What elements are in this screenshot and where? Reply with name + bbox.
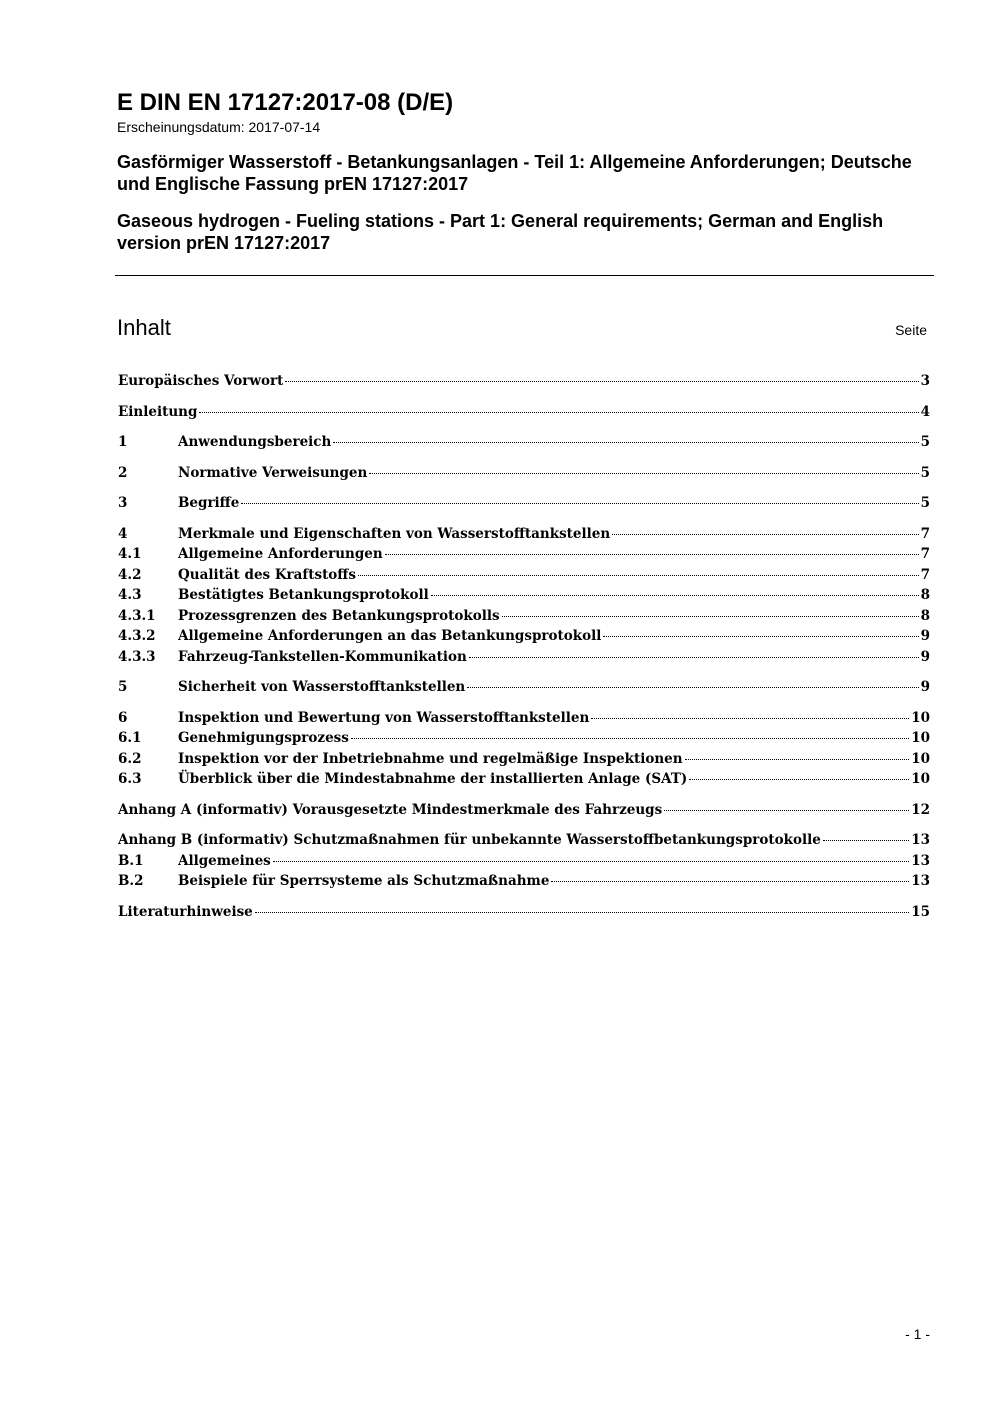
toc-dot-leader xyxy=(551,881,909,882)
toc-entry[interactable] xyxy=(118,728,930,749)
toc-entry-number: 4.3.2 xyxy=(118,628,156,644)
toc-entry-title: Einleitung xyxy=(118,403,198,420)
toc-title: Inhalt xyxy=(117,315,171,340)
toc-entry[interactable] xyxy=(118,371,930,392)
toc-entry[interactable] xyxy=(118,902,930,923)
toc-entry-page: 8 xyxy=(920,587,930,603)
toc-entry-page: 10 xyxy=(911,730,930,746)
toc-entry-page: 5 xyxy=(920,464,930,481)
toc-dot-leader xyxy=(689,779,909,780)
toc-entry[interactable] xyxy=(118,544,930,565)
page-number: - 1 - xyxy=(905,1326,930,1342)
toc-entry-page: 12 xyxy=(911,801,930,818)
toc-entry-title: Allgemeine Anforderungen an das Betankungsprotokoll xyxy=(178,628,602,644)
toc-entry[interactable] xyxy=(118,463,930,484)
toc-dot-leader xyxy=(358,575,919,576)
toc-entry-number: 4.1 xyxy=(118,546,142,562)
toc-dot-leader xyxy=(603,636,918,637)
toc-entry-title: Beispiele für Sperrsysteme als Schutzmaßnahme xyxy=(178,873,550,889)
toc-entry-number: 1 xyxy=(118,434,128,450)
toc-entry-number: 6 xyxy=(118,709,128,726)
toc-entry-page: 4 xyxy=(920,403,930,420)
toc-entry-title: Literaturhinweise xyxy=(118,903,253,920)
toc-entry-title: Anhang A (informativ) Vorausgesetzte Mindestmerkmale des Fahrzeugs xyxy=(118,801,663,818)
toc-entry-title: Qualität des Kraftstoffs xyxy=(178,566,356,583)
toc-dot-leader xyxy=(369,473,918,474)
toc-entry-title: Inspektion vor der Inbetriebnahme und regelmäßige Inspektionen xyxy=(178,750,683,767)
toc-entry-number: 4.3.1 xyxy=(118,607,156,624)
toc-entry-number: B.1 xyxy=(118,852,144,869)
document-header xyxy=(117,88,934,254)
toc-dot-leader xyxy=(199,412,918,413)
toc-entry[interactable] xyxy=(118,677,930,698)
toc-entry-page: 9 xyxy=(920,628,930,644)
toc-dot-leader xyxy=(823,840,909,841)
title-english: Gaseous hydrogen - Fueling stations - Part 1: General requirements; German and English version prEN 17127:2017 xyxy=(117,211,884,253)
toc-entry-number: 4.2 xyxy=(118,566,142,583)
toc-entry-number: 2 xyxy=(118,464,128,481)
toc-entry-title: Genehmigungsprozess xyxy=(178,730,349,746)
toc-header xyxy=(117,314,927,344)
toc-entry-page: 13 xyxy=(911,832,930,848)
toc-entry-number: 4.3 xyxy=(118,587,142,603)
title-german: Gasförmiger Wasserstoff - Betankungsanlagen - Teil 1: Allgemeine Anforderungen; Deutsche und Englische Fassung prEN 17127:2017 xyxy=(117,152,912,194)
toc-entry-title: Überblick über die Mindestabnahme der installierten Anlage (SAT) xyxy=(178,771,688,787)
header-divider xyxy=(115,275,934,276)
toc-entry-page: 7 xyxy=(920,525,930,542)
toc-entry[interactable] xyxy=(118,851,930,872)
toc-entry-page: 13 xyxy=(911,852,930,869)
toc-entry-page: 10 xyxy=(911,771,930,787)
toc-entry-title: Normative Verweisungen xyxy=(178,464,368,481)
toc-entry[interactable] xyxy=(118,606,930,627)
toc-entry-title: Sicherheit von Wasserstofftankstellen xyxy=(178,679,466,695)
toc-entry-page: 8 xyxy=(920,607,930,624)
toc-entry-page: 7 xyxy=(920,566,930,583)
toc-entry-page: 10 xyxy=(911,709,930,726)
toc-dot-leader xyxy=(612,534,918,535)
toc-dot-leader xyxy=(467,687,918,688)
toc-entry[interactable] xyxy=(118,708,930,729)
toc-dot-leader xyxy=(431,595,919,596)
toc-entry[interactable] xyxy=(118,871,930,892)
toc-entry-title: Begriffe xyxy=(178,495,240,511)
toc-dot-leader xyxy=(351,738,909,739)
toc-entry[interactable] xyxy=(118,493,930,514)
toc-entry-page: 9 xyxy=(920,679,930,695)
toc-entry-number: B.2 xyxy=(118,873,144,889)
toc-entry-title: Merkmale und Eigenschaften von Wasserstofftankstellen xyxy=(178,525,611,542)
toc-entry-title: Fahrzeug-Tankstellen-Kommunikation xyxy=(178,648,467,665)
toc-dot-leader xyxy=(685,759,910,760)
toc-entry-page: 10 xyxy=(911,750,930,767)
toc-entry[interactable] xyxy=(118,830,930,851)
toc-entry[interactable] xyxy=(118,749,930,770)
toc-entry-page: 3 xyxy=(920,373,930,389)
toc-entry-page: 5 xyxy=(920,495,930,511)
toc-entry[interactable] xyxy=(118,800,930,821)
toc-dot-leader xyxy=(591,718,909,719)
toc-entry[interactable] xyxy=(118,524,930,545)
toc-dot-leader xyxy=(502,616,919,617)
toc-entry-title: Allgemeines xyxy=(178,852,271,869)
toc-dot-leader xyxy=(241,503,918,504)
document-id: E DIN EN 17127:2017-08 (D/E) xyxy=(117,89,454,116)
toc-entry-number: 4.3.3 xyxy=(118,648,156,665)
toc-entry-number: 6.1 xyxy=(118,730,142,746)
toc-entry[interactable] xyxy=(118,769,930,790)
toc-entry[interactable] xyxy=(118,585,930,606)
toc-dot-leader xyxy=(385,554,919,555)
toc-entry-number: 4 xyxy=(118,525,128,542)
toc-dot-leader xyxy=(664,810,909,811)
toc-dot-leader xyxy=(273,861,909,862)
toc-entry-title: Bestätigtes Betankungsprotokoll xyxy=(178,587,429,603)
toc-entry[interactable] xyxy=(118,402,930,423)
table-of-contents xyxy=(118,371,930,922)
toc-entry-title: Europäisches Vorwort xyxy=(118,373,284,389)
toc-entry-title: Anwendungsbereich xyxy=(178,434,332,450)
toc-entry[interactable] xyxy=(118,565,930,586)
toc-entry-title: Inspektion und Bewertung von Wasserstofftankstellen xyxy=(178,709,590,726)
toc-entry-number: 3 xyxy=(118,495,128,511)
toc-entry-number: 5 xyxy=(118,679,128,695)
toc-entry-number: 6.2 xyxy=(118,750,142,767)
publication-date: Erscheinungsdatum: 2017-07-14 xyxy=(117,119,321,135)
toc-dot-leader xyxy=(469,657,919,658)
toc-dot-leader xyxy=(255,912,909,913)
toc-entry[interactable] xyxy=(118,626,930,647)
toc-entry-title: Prozessgrenzen des Betankungsprotokolls xyxy=(178,607,500,624)
toc-entry[interactable] xyxy=(118,647,930,668)
toc-dot-leader xyxy=(285,381,918,382)
toc-entry-number: 6.3 xyxy=(118,771,142,787)
toc-entry-page: 7 xyxy=(920,546,930,562)
toc-entry[interactable] xyxy=(118,432,930,453)
toc-entry-page: 5 xyxy=(920,434,930,450)
toc-entry-title: Allgemeine Anforderungen xyxy=(178,546,383,562)
toc-entry-page: 9 xyxy=(920,648,930,665)
toc-entry-page: 13 xyxy=(911,873,930,889)
toc-entry-title: Anhang B (informativ) Schutzmaßnahmen für unbekannte Wasserstoffbetankungsprotokolle xyxy=(118,832,821,848)
toc-page-label: Seite xyxy=(895,322,927,338)
toc-entry-page: 15 xyxy=(911,903,930,920)
toc-dot-leader xyxy=(333,442,918,443)
